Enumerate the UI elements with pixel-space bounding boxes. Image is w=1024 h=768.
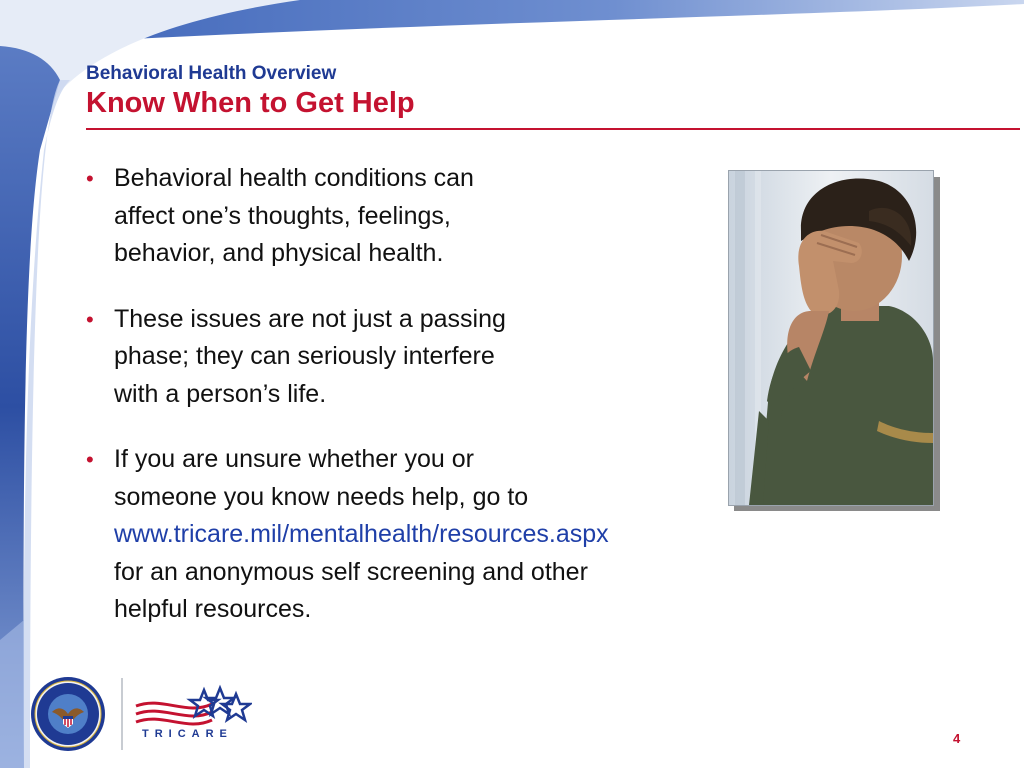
- bullet-text-line: These issues are not just a passing: [114, 304, 506, 333]
- person-photo: [728, 170, 934, 506]
- bullet-text-line: with a person’s life.: [114, 379, 327, 408]
- bullet-text-line: If you are unsure whether you or: [114, 445, 474, 473]
- title-divider: [86, 128, 1020, 130]
- slide-title: Know When to Get Help: [86, 87, 415, 119]
- tricare-wordmark: TRICARE: [142, 728, 233, 740]
- bullet-text-line: affect one’s thoughts, feelings,: [114, 201, 451, 230]
- bullet-marker: •: [86, 447, 94, 472]
- bullet-item: [86, 441, 746, 629]
- slide-subtitle: Behavioral Health Overview: [86, 63, 337, 84]
- logo-divider: [121, 678, 123, 750]
- bullet-item: [86, 160, 746, 273]
- bullet-marker: •: [86, 306, 94, 332]
- resources-link[interactable]: www.tricare.mil/mentalhealth/resources.aspx: [114, 520, 609, 548]
- bullet-text-line: behavior, and physical health.: [114, 239, 444, 267]
- dod-seal-icon: [30, 676, 106, 752]
- bullet-text-line: for an anonymous self screening and other: [114, 557, 588, 586]
- bullet-item: [86, 301, 746, 414]
- page-number: 4: [953, 731, 961, 746]
- bullet-text-line: Behavioral health conditions can: [114, 164, 474, 192]
- bullet-text-line: phase; they can seriously interfere: [114, 342, 495, 370]
- bullet-text-line: someone you know needs help, go to: [114, 482, 529, 511]
- bullet-marker: •: [86, 166, 94, 191]
- bullet-list: [86, 160, 746, 629]
- photo-person-holding-head: [729, 171, 933, 505]
- bullet-text-line: helpful resources.: [114, 595, 312, 623]
